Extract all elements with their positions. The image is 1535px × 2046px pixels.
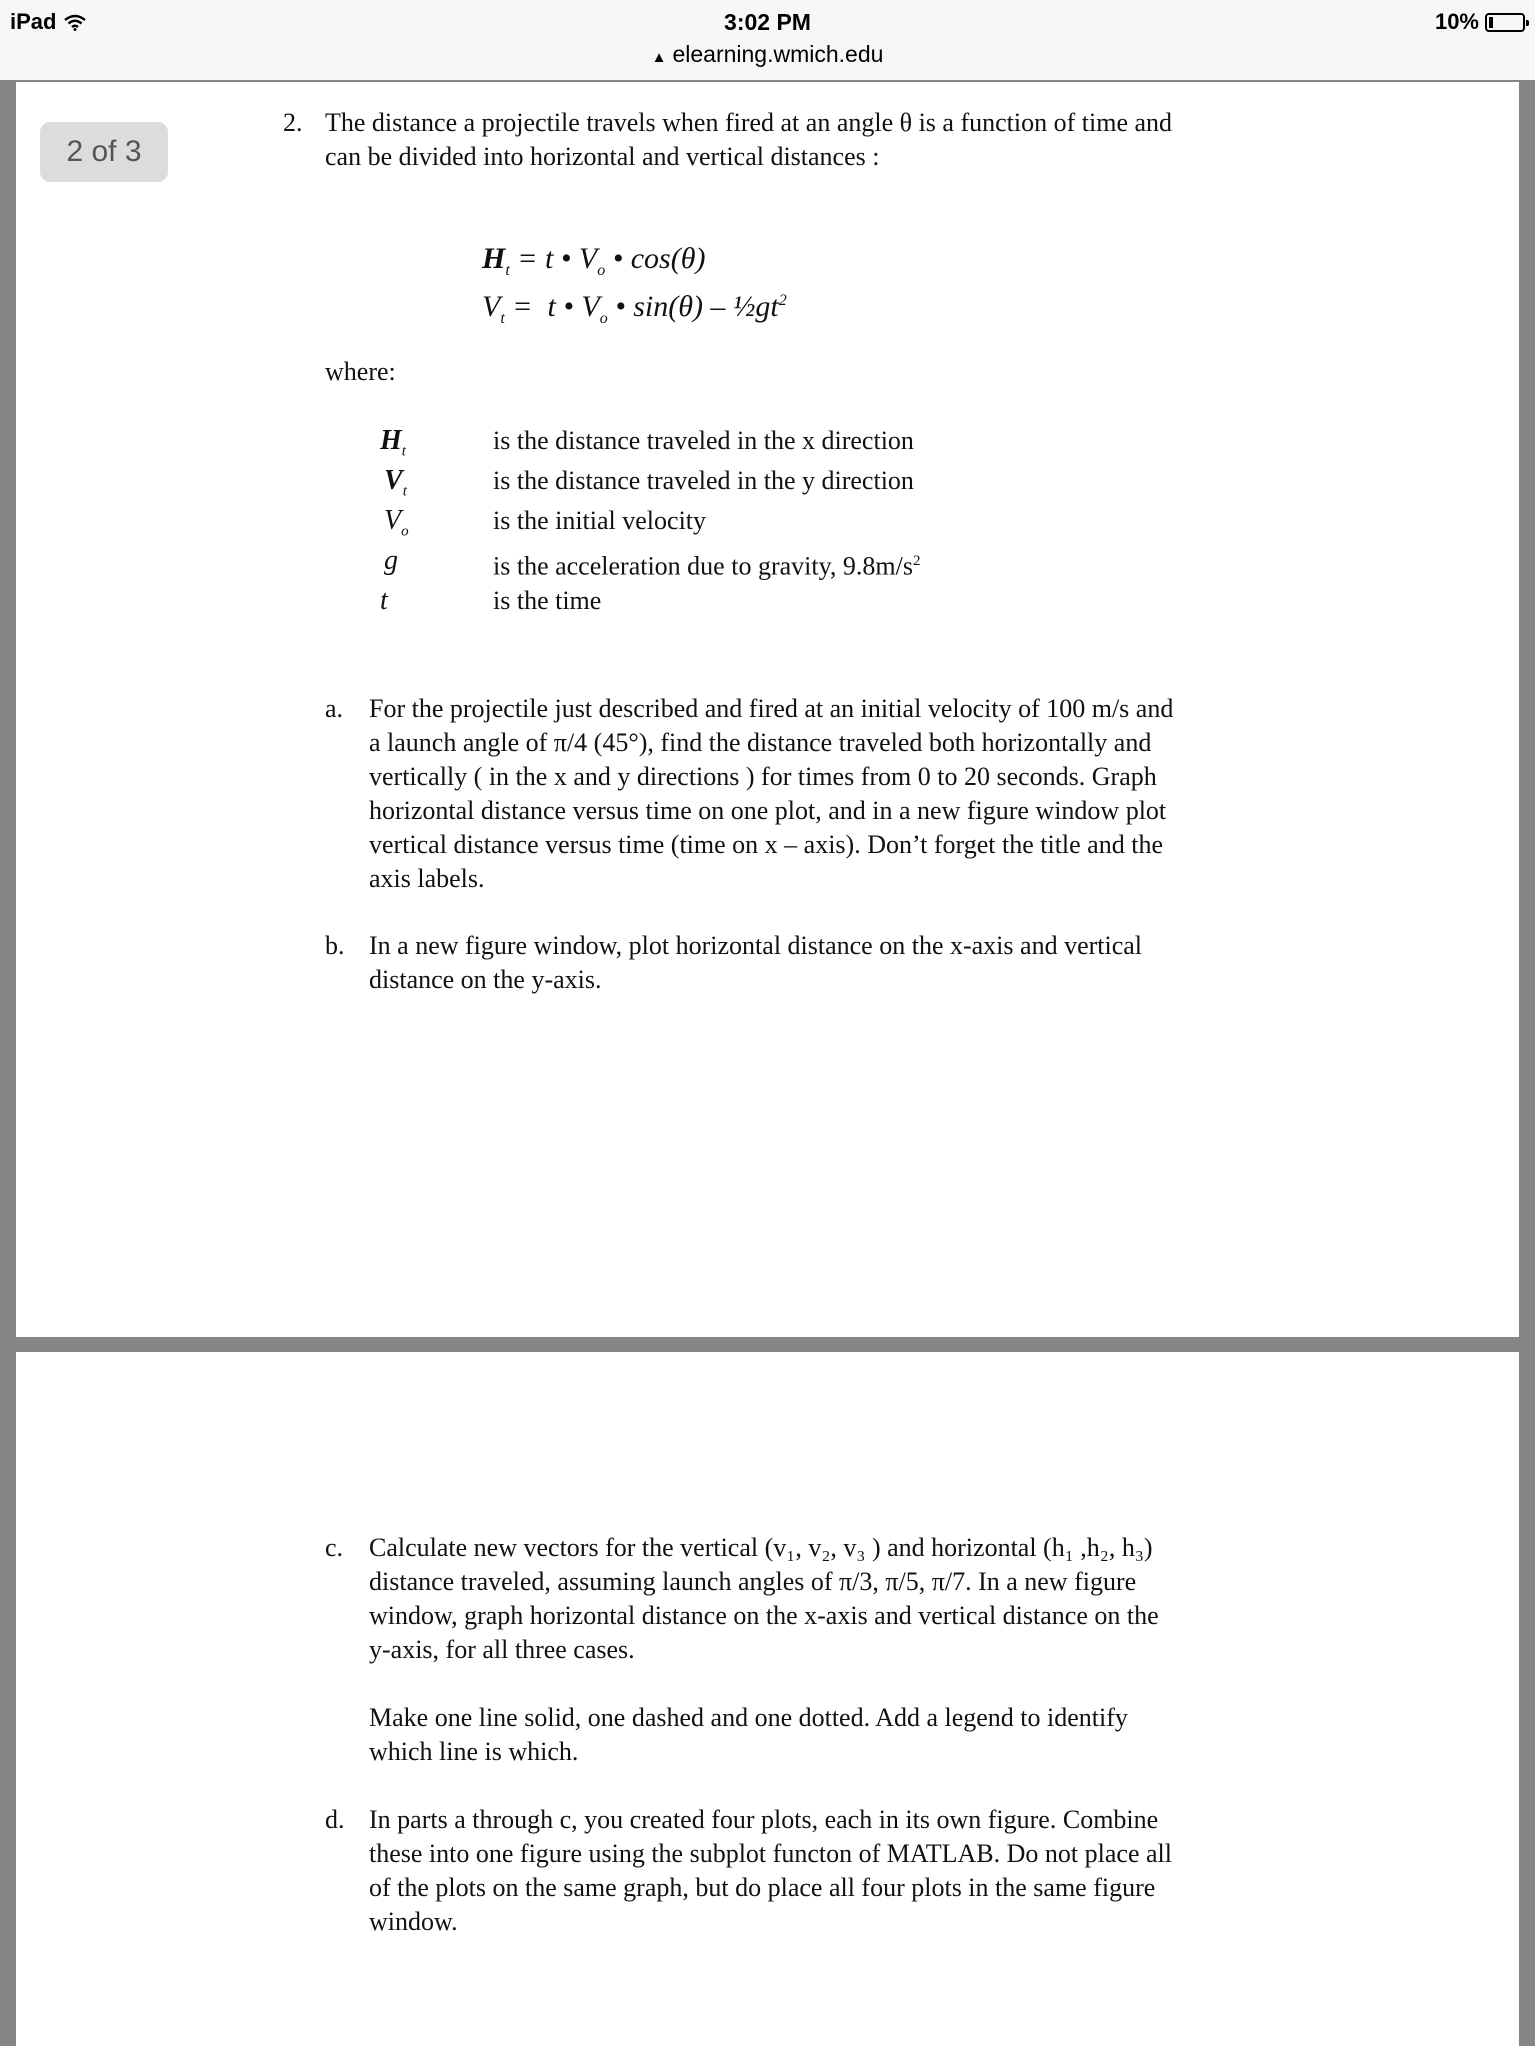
symbol-vo: $V_o$ <box>384 505 409 540</box>
part-a-line: For the projectile just described and fired at an initial velocity of 100 m/s and <box>369 694 1174 723</box>
part-b-label: b. <box>325 931 345 960</box>
definition-g: is the acceleration due to gravity, $9.8m/s^2$ <box>493 551 921 581</box>
status-right <box>1435 9 1525 35</box>
status-time: 3:02 PM <box>724 9 811 35</box>
part-b-line: distance on the y-axis. <box>369 965 602 994</box>
part-c-line: Calculate new vectors for the vertical (v₁, v₂, v₃ ) and horizontal (h₁ ,h₂, h₃) <box>369 1533 1153 1562</box>
page-indicator: 2 of 3 <box>40 122 168 182</box>
part-a-line: horizontal distance versus time on one plot, and in a new figure window plot <box>369 796 1167 825</box>
intro-line-1: The distance a projectile travels when fired at an angle θ is a function of time and <box>325 108 1173 137</box>
part-d-line: of the plots on the same graph, but do place all four plots in the same figure <box>369 1873 1156 1902</box>
symbol-g: g <box>384 545 398 576</box>
definition-vo: is the initial velocity <box>493 506 707 535</box>
question-number: 2. <box>283 108 303 137</box>
symbol-t: t <box>380 585 388 616</box>
intro-line-2: can be divided into horizontal and vertical distances : <box>325 142 880 171</box>
equation-vertical: $V_t = t$ • $V_o$ • $\sin(\theta) - \frac{1}{2}gt^2$ <box>482 290 787 327</box>
definition-g-text: is the acceleration due to gravity, 9.8m/s <box>493 551 913 581</box>
document-page-2 <box>16 1352 1519 2046</box>
definition-t: is the time <box>493 586 602 615</box>
part-d-line: these into one figure using the subplot functon of MATLAB. Do not place all <box>369 1839 1172 1868</box>
definition-vt: is the distance traveled in the y direction <box>493 466 914 495</box>
part-d-line: window. <box>369 1907 458 1936</box>
battery-icon <box>1485 13 1525 32</box>
part-d-label: d. <box>325 1805 345 1834</box>
equation-horizontal: $H_t = t$ • $V_o$ • cos(θ) <box>482 242 706 279</box>
part-c-line: y-axis, for all three cases. <box>369 1635 635 1664</box>
symbol-ht: $H_t$ <box>380 425 406 460</box>
part-c-label: c. <box>325 1533 344 1562</box>
part-d-line: In parts a through c, you created four plots, each in its own figure. Combine <box>369 1805 1159 1834</box>
device-name: iPad <box>10 9 57 34</box>
where-label: where: <box>325 357 396 386</box>
part-a-line: vertical distance versus time (time on x – axis). Don’t forget the title and the <box>369 830 1163 859</box>
part-a-line: axis labels. <box>369 864 485 893</box>
url-text: elearning.wmich.edu <box>672 41 884 67</box>
battery-percent: 10% <box>1434 9 1479 34</box>
part-c-extra-line: Make one line solid, one dashed and one dotted. Add a legend to identify <box>369 1703 1128 1732</box>
definition-ht: is the distance traveled in the x direction <box>493 426 914 455</box>
lock-icon: ▲ <box>651 49 667 66</box>
part-c-line: distance traveled, assuming launch angles of π/3, π/5, π/7. In a new figure <box>369 1567 1137 1596</box>
symbol-vt: $V_t$ <box>384 465 407 500</box>
url-bar[interactable] <box>0 41 1535 68</box>
part-b-line: In a new figure window, plot horizontal distance on the x-axis and vertical <box>369 931 1143 960</box>
part-a-line: a launch angle of π/4 (45°), find the distance traveled both horizontally and <box>369 728 1152 757</box>
part-c-extra-line: which line is which. <box>369 1737 579 1766</box>
part-a-label: a. <box>325 694 344 723</box>
part-c-line: window, graph horizontal distance on the x-axis and vertical distance on the <box>369 1601 1159 1630</box>
part-a-line: vertically ( in the x and y directions ) for times from 0 to 20 seconds. Graph <box>369 762 1157 791</box>
status-bar <box>0 0 1535 80</box>
